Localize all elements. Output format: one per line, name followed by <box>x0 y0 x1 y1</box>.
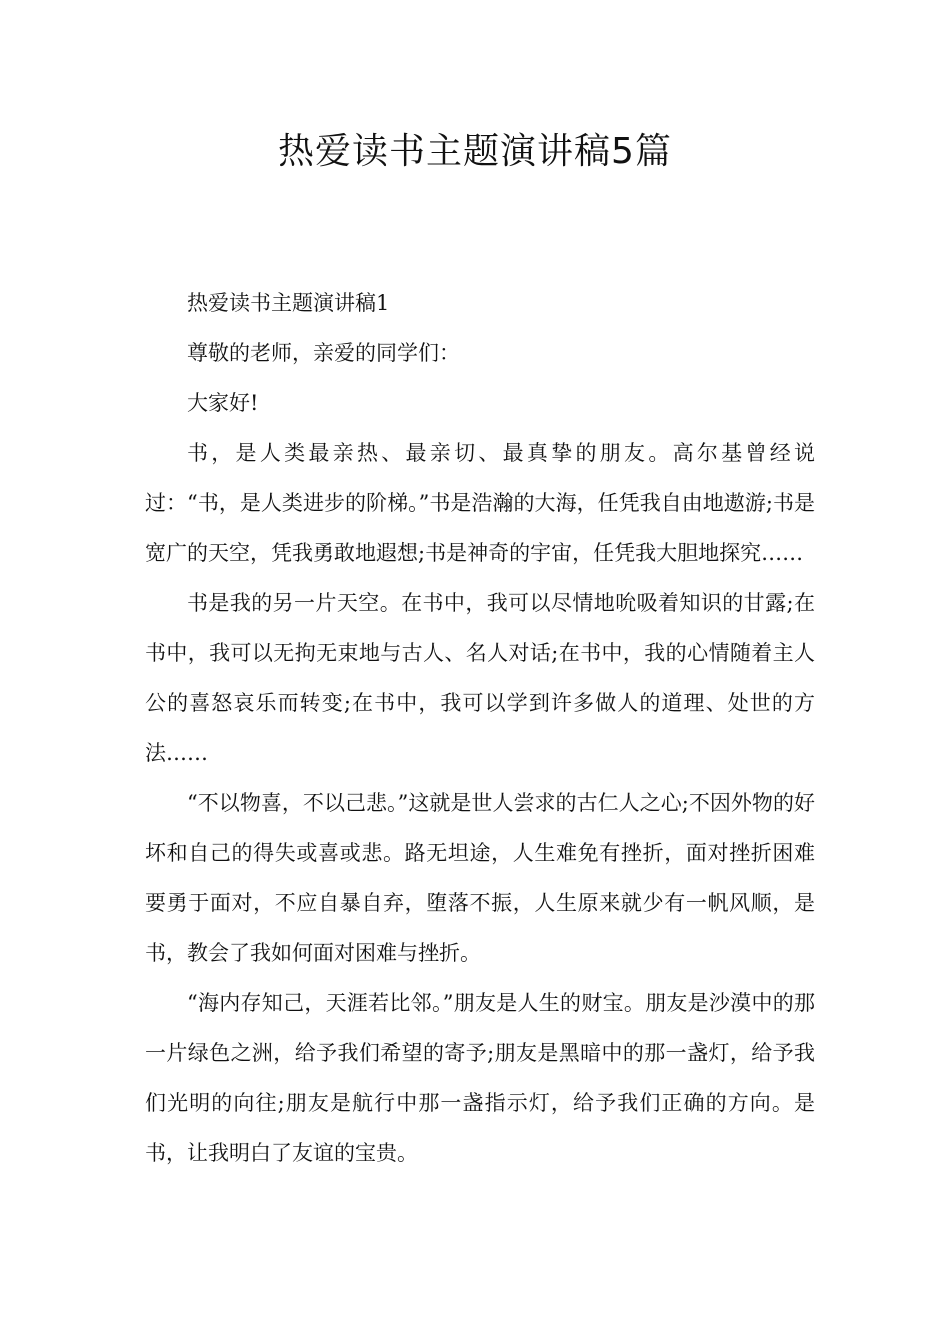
paragraph: “海内存知己，天涯若比邻。”朋友是人生的财宝。朋友是沙漠中的那一片绿色之洲，给予我们希望的寄予;朋友是黑暗中的那一盏灯，给予我们光明的向往;朋友是航行中那一盏指示灯，给予我们正确的方向。是书，让我明白了友谊的宝贵。 <box>145 991 815 1165</box>
salutation: 尊敬的老师，亲爱的同学们： <box>187 341 460 365</box>
greeting: 大家好! <box>187 391 259 415</box>
section-heading: 热爱读书主题演讲稿1 <box>187 291 390 315</box>
paragraph: “不以物喜，不以己悲。”这就是世人尝求的古仁人之心;不因外物的好坏和自己的得失或喜或悲。路无坦途，人生难免有挫折，面对挫折困难要勇于面对，不应自暴自弃，堕落不振，人生原来就少有一帆风顺，是书，教会了我如何面对困难与挫折。 <box>145 791 815 965</box>
document-body <box>145 278 815 1178</box>
document-title: 热爱读书主题演讲稿5篇 <box>278 131 672 172</box>
paragraph: 书，是人类最亲热、最亲切、最真挚的朋友。高尔基曾经说过：“书，是人类进步的阶梯。”书是浩瀚的大海，任凭我自由地遨游;书是宽广的天空，凭我勇敢地遐想;书是神奇的宇宙，任凭我大胆地探究…… <box>145 441 815 565</box>
paragraph: 书是我的另一片天空。在书中，我可以尽情地吮吸着知识的甘露;在书中，我可以无拘无束地与古人、名人对话;在书中，我的心情随着主人公的喜怒哀乐而转变;在书中，我可以学到许多做人的道理、处世的方法…… <box>145 591 815 765</box>
